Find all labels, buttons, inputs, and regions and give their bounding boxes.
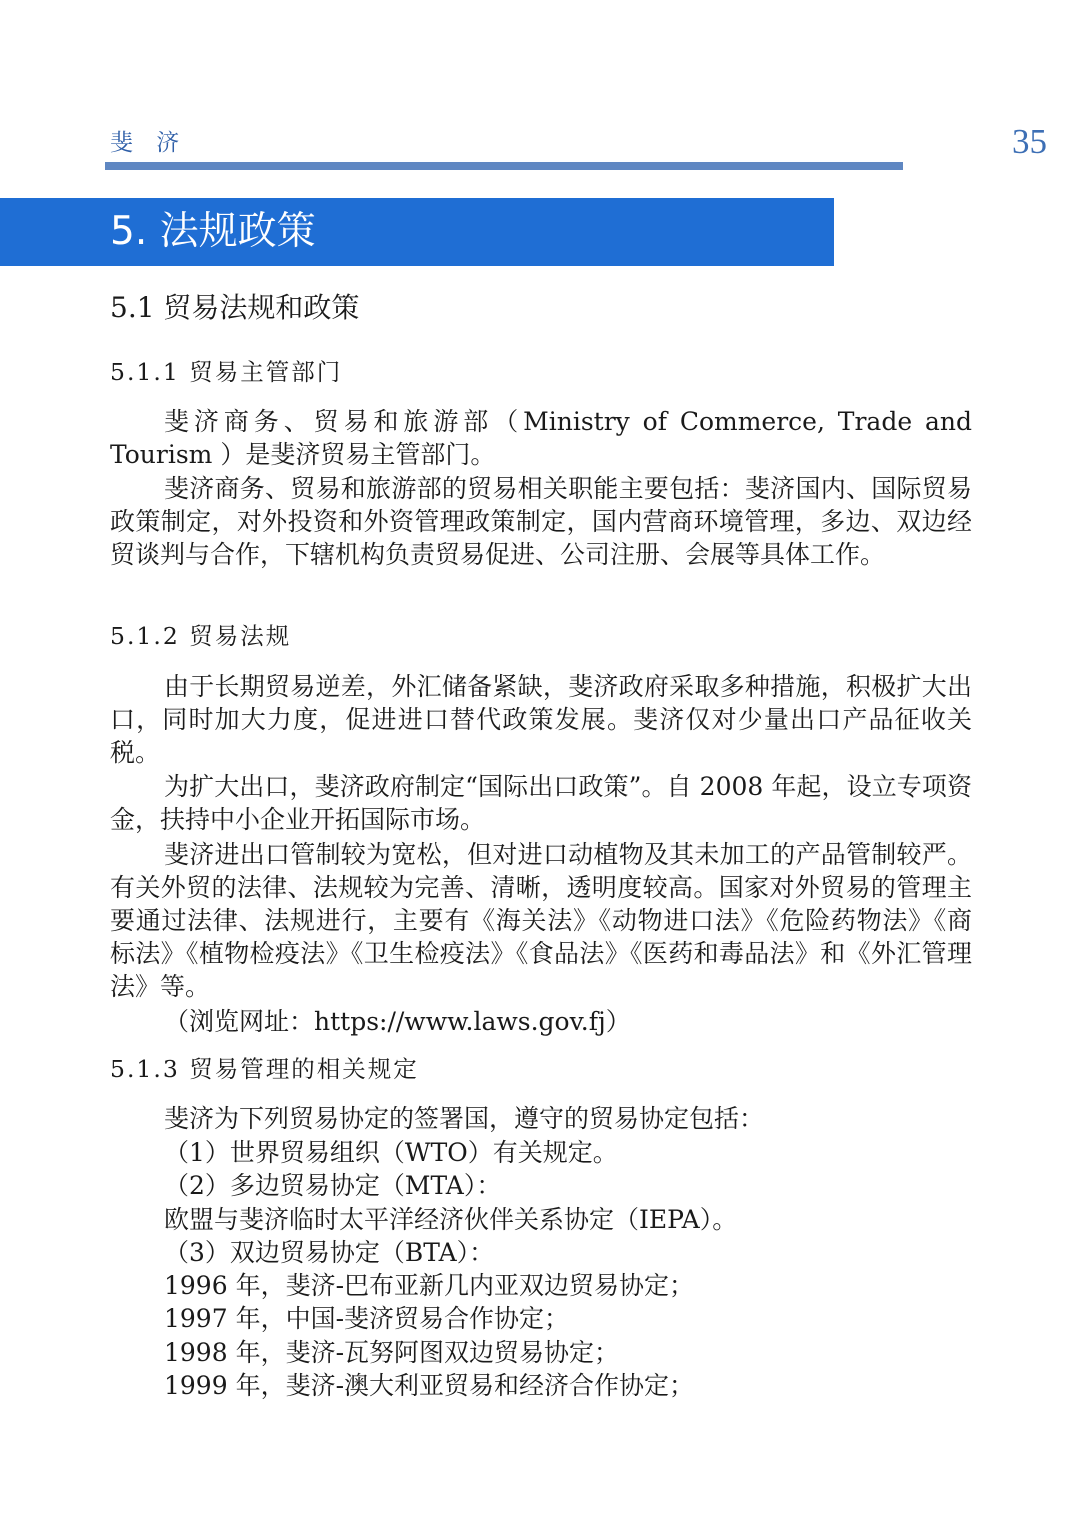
list-line: 1999 年，斐济-澳大利亚贸易和经济合作协定； (164, 1371, 695, 1400)
source-note: （浏览网址：https://www.laws.gov.fj） (164, 1007, 631, 1036)
list-line: 1997 年，中国-斐济贸易合作协定； (164, 1304, 570, 1333)
section-heading-5-1: 5.1 贸易法规和政策 (110, 291, 360, 324)
subsection-heading-5-1-3: 5.1.3 贸易管理的相关规定 (110, 1055, 419, 1083)
subsection-heading-5-1-1: 5.1.1 贸易主管部门 (110, 358, 343, 386)
running-head: 斐 济 (110, 130, 188, 156)
subsection-heading-5-1-2: 5.1.2 贸易法规 (110, 622, 292, 650)
chapter-title: 5. 法规政策 (110, 209, 316, 254)
list-line: （2）多边贸易协定（MTA）： (164, 1171, 502, 1200)
paragraph: 由于长期贸易逆差，外汇储备紧缺，斐济政府采取多种措施，积极扩大出口，同时加大力度，促进进口替代政策发展。斐济仅对少量出口产品征收关税。 (110, 672, 972, 767)
paragraph: 斐济进出口管制较为宽松，但对进口动植物及其未加工的产品管制较严。有关外贸的法律、法规较为完善、清晰，透明度较高。国家对外贸易的管理主要通过法律、法规进行，主要有《海关法》《动物进口法》《危险药物法》《商标法》《植物检疫法》《卫生检疫法》《食品法》《医药和毒品法》和《外汇管理法》等。 (110, 840, 972, 1001)
list-line: 1998 年，斐济-瓦努阿图双边贸易协定； (164, 1338, 620, 1367)
page-number: 35 (1012, 122, 1047, 161)
list-line: （1）世界贸易组织（WTO）有关规定。 (164, 1138, 618, 1167)
paragraph: 斐济商务、贸易和旅游部（Ministry of Commerce, Trade and Tourism ）是斐济贸易主管部门。 (110, 407, 972, 469)
list-line: （3）双边贸易协定（BTA）： (164, 1238, 495, 1267)
paragraph: 为扩大出口，斐济政府制定“国际出口政策”。自 2008 年起，设立专项资金，扶持中小企业开拓国际市场。 (110, 772, 972, 834)
header-rule (105, 162, 903, 170)
list-line: 欧盟与斐济临时太平洋经济伙伴关系协定（IEPA）。 (164, 1205, 738, 1234)
list-line: 斐济为下列贸易协定的签署国，遵守的贸易协定包括： (164, 1104, 765, 1133)
list-line: 1996 年，斐济-巴布亚新几内亚双边贸易协定； (164, 1271, 695, 1300)
paragraph: 斐济商务、贸易和旅游部的贸易相关职能主要包括：斐济国内、国际贸易政策制定，对外投资和外资管理政策制定，国内营商环境管理，多边、双边经贸谈判与合作，下辖机构负责贸易促进、公司注册、会展等具体工作。 (110, 474, 972, 569)
